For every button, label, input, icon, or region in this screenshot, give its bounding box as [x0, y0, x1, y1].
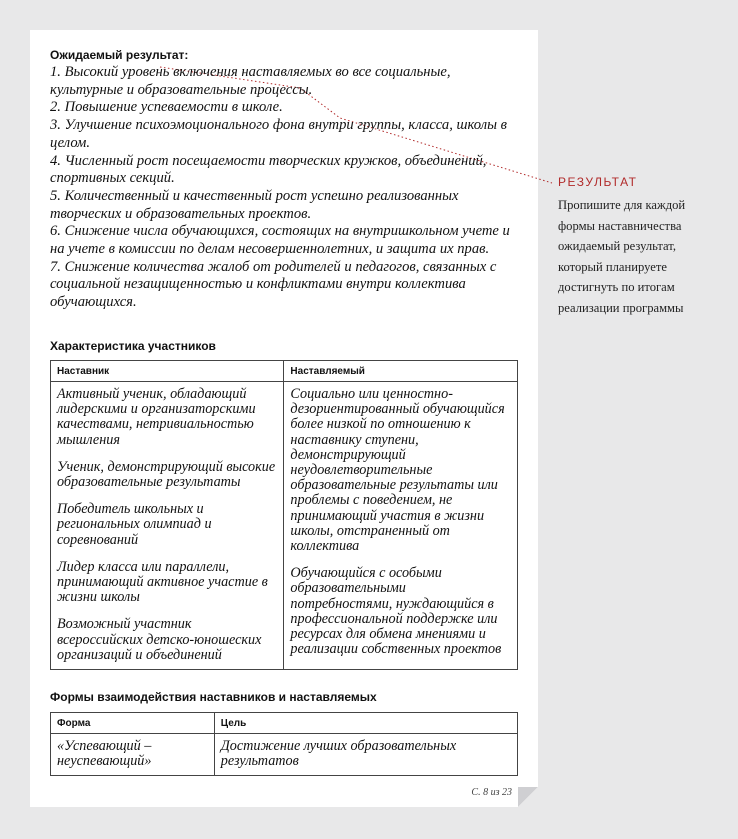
expected-result-list [50, 64, 522, 312]
mentee-trait: Обучающийся с особыми образовательными потребностями, нуждающийся в профессиональной поддержке или ресурсах для обмена мнениями и реализации собственных проектов [290, 565, 502, 658]
participants-heading: Характеристика участников [50, 339, 216, 353]
column-header-form: Форма [51, 713, 215, 734]
result-item: 1. Высокий уровень включения наставляемых во все социальные, культурные и образовательные процессы. [50, 64, 451, 98]
column-header-mentor: Наставник [51, 361, 284, 382]
column-header-goal: Цель [214, 713, 517, 734]
forms-table [50, 712, 518, 776]
mentee-cell [284, 382, 518, 670]
result-item: 6. Снижение числа обучающихся, состоящих на внутришкольном учете и на учете в комиссии по делам несовершеннолетних, и защита их прав. [50, 223, 510, 258]
table-header-row [51, 361, 518, 382]
participants-table [50, 360, 518, 670]
result-item: 4. Численный рост посещаемости творческих кружков, объединений, спортивных секций. [50, 152, 487, 187]
result-item: 5. Количественный и качественный рост успешно реализованных творческих и образовательных проектов. [50, 187, 459, 222]
mentor-trait: Ученик, демонстрирующий высокие образовательные результаты [57, 458, 276, 491]
forms-heading: Формы взаимодействия наставников и наставляемых [50, 690, 377, 704]
result-item: 3. Улучшение психоэмоционального фона внутри группы, класса, школы в целом. [50, 117, 507, 151]
goal-cell: Достижение лучших образовательных результатов [214, 734, 517, 776]
mentor-cell [51, 382, 284, 670]
mentor-trait: Победитель школьных и региональных олимпиад и соревнований [57, 501, 212, 548]
sidebar-note: Пропишите для каждой формы наставничества ожидаемый результат, который планируете достигнуть по итогам реализации программы [558, 198, 686, 315]
table-row [51, 382, 518, 670]
result-item: 7. Снижение количества жалоб от родителей и педагогов, связанных с социальной незащищенностью и конфликтами внутри коллектива обучающихся. [50, 258, 497, 311]
page-corner-fold [518, 787, 538, 807]
mentor-trait: Активный ученик, обладающий лидерскими и организаторскими качествами, нетривиальностью мышления [57, 386, 256, 448]
expected-result-heading: Ожидаемый результат: [50, 48, 189, 62]
form-cell: «Успевающий – неуспевающий» [51, 734, 215, 776]
sidebar-title: РЕЗУЛЬТАТ [558, 175, 638, 189]
mentee-trait: Социально или ценностно-дезориентированный обучающийся более низкой по отношению к наставнику ступени, демонстрирующий неудовлетворительные образовательные результаты или проблемы с поведением, не принимающий участия в жизни школы, отстраненный от коллектива [290, 386, 505, 555]
mentor-trait: Лидер класса или параллели, принимающий активное участие в жизни школы [57, 558, 268, 606]
table-row [51, 734, 518, 776]
column-header-mentee: Наставляемый [284, 361, 518, 382]
page-number: С. 8 из 23 [471, 787, 512, 798]
table-header-row [51, 713, 518, 734]
mentor-trait: Возможный участник всероссийских детско-юношеских организаций и объединений [57, 616, 262, 663]
result-item: 2. Повышение успеваемости в школе. [50, 99, 283, 116]
